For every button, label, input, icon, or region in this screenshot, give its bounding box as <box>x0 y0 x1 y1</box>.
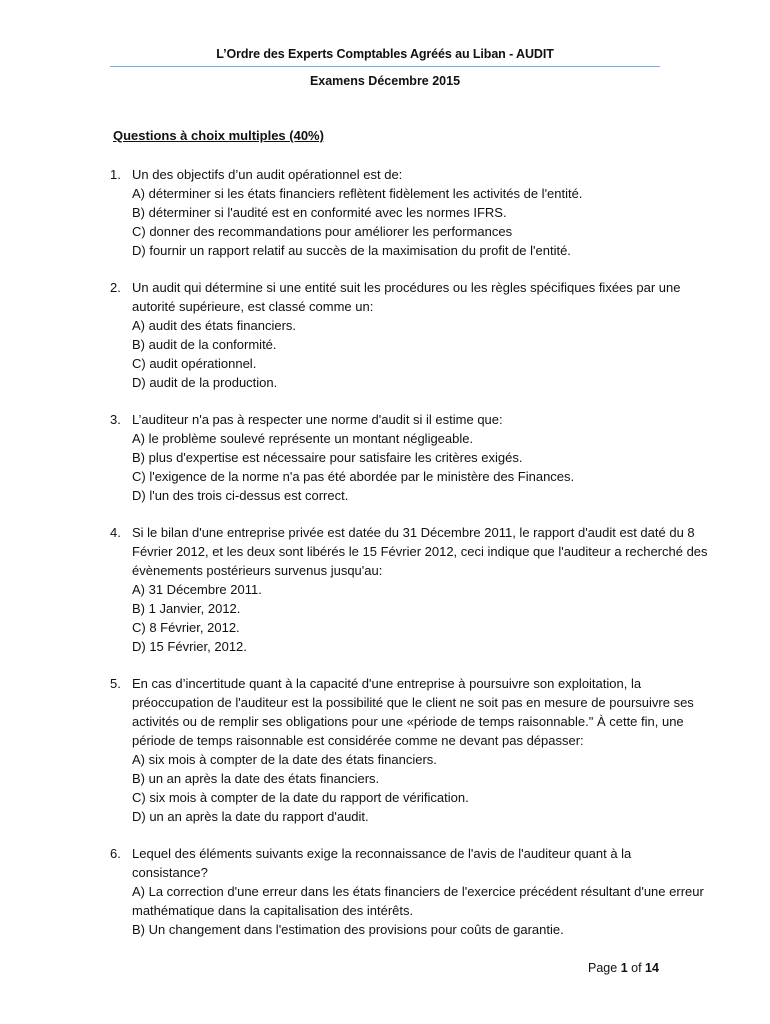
option-d: D) un an après la date du rapport d'audit. <box>132 809 369 824</box>
option-list <box>132 429 710 505</box>
option-b: B) Un changement dans l'estimation des provisions pour coûts de garantie. <box>132 922 564 937</box>
question-text: Un audit qui détermine si une entité suit les procédures ou les règles spécifiques fixées par une autorité supérieure, est classé comme un: <box>132 280 681 314</box>
option-c: C) l'exigence de la norme n'a pas été abordée par le ministère des Finances. <box>132 469 575 484</box>
option-d: D) l'un des trois ci-dessus est correct. <box>132 488 349 503</box>
option-list <box>132 580 710 656</box>
option-list <box>132 184 710 260</box>
question-6 <box>110 844 710 939</box>
question-number: 3. <box>110 412 121 427</box>
question-list <box>110 165 710 939</box>
question-text: L’auditeur n'a pas à respecter une norme d'audit si il estime que: <box>132 412 503 427</box>
page-total: 14 <box>645 961 659 975</box>
option-a: A) six mois à compter de la date des états financiers. <box>132 752 437 767</box>
question-text: En cas d’incertitude quant à la capacité d'une entreprise à poursuivre son exploitation, la préoccupation de l'auditeur est la possibilité que le client ne soit pas en mesure de poursuivre ses activités ou de remplir ses obligations pour une «période de temps raisonnable." À cette fin, une période de temps raisonnable est considérée comme ne devant pas dépasser: <box>132 676 694 748</box>
header-divider <box>110 66 660 67</box>
header-title: L’Ordre des Experts Comptables Agréés au Liban - AUDIT <box>216 47 554 61</box>
page-number-footer <box>588 961 659 975</box>
option-a: A) 31 Décembre 2011. <box>132 582 262 597</box>
question-1 <box>110 165 710 260</box>
option-c: C) six mois à compter de la date du rapport de vérification. <box>132 790 469 805</box>
option-b: B) un an après la date des états financiers. <box>132 771 380 786</box>
section-title: Questions à choix multiples (40%) <box>113 128 324 143</box>
question-number: 5. <box>110 676 121 691</box>
option-a: A) le problème soulevé représente un montant négligeable. <box>132 431 474 446</box>
option-a: A) audit des états financiers. <box>132 318 297 333</box>
option-b: B) plus d'expertise est nécessaire pour satisfaire les critères exigés. <box>132 450 523 465</box>
option-d: D) 15 Février, 2012. <box>132 639 247 654</box>
question-2 <box>110 278 710 392</box>
page-of-label: of <box>631 961 642 975</box>
header-subtitle: Examens Décembre 2015 <box>309 74 461 88</box>
page-label: Page <box>588 961 618 975</box>
option-a: A) déterminer si les états financiers reflètent fidèlement les activités de l'entité. <box>132 186 583 201</box>
option-list <box>132 750 710 826</box>
question-number: 1. <box>110 167 121 182</box>
option-d: D) fournir un rapport relatif au succès de la maximisation du profit de l'entité. <box>132 243 571 258</box>
question-text: Un des objectifs d’un audit opérationnel est de: <box>132 167 403 182</box>
question-number: 6. <box>110 846 121 861</box>
option-b: B) audit de la conformité. <box>132 337 277 352</box>
option-b: B) déterminer si l'audité est en conformité avec les normes IFRS. <box>132 205 507 220</box>
option-c: C) donner des recommandations pour améliorer les performances <box>132 224 513 239</box>
option-b: B) 1 Janvier, 2012. <box>132 601 241 616</box>
question-4 <box>110 523 710 656</box>
option-d: D) audit de la production. <box>132 375 278 390</box>
option-c: C) audit opérationnel. <box>132 356 257 371</box>
option-c: C) 8 Février, 2012. <box>132 620 240 635</box>
question-text: Si le bilan d'une entreprise privée est datée du 31 Décembre 2011, le rapport d'audit est daté du 8 Février 2012, et les deux sont libérés le 15 Février 2012, ceci indique que l'auditeur a recherché des évènements postérieurs survenus jusqu'au: <box>132 525 708 578</box>
question-3 <box>110 410 710 505</box>
option-a: A) La correction d'une erreur dans les états financiers de l'exercice précédent résultant d'une erreur mathématique dans la capitalisation des intérêts. <box>132 884 704 918</box>
question-number: 4. <box>110 525 121 540</box>
page-current: 1 <box>620 961 628 975</box>
option-list <box>132 316 710 392</box>
question-number: 2. <box>110 280 121 295</box>
option-list <box>132 882 710 939</box>
question-5 <box>110 674 710 826</box>
question-text: Lequel des éléments suivants exige la reconnaissance de l'avis de l'auditeur quant à la consistance? <box>132 846 632 880</box>
